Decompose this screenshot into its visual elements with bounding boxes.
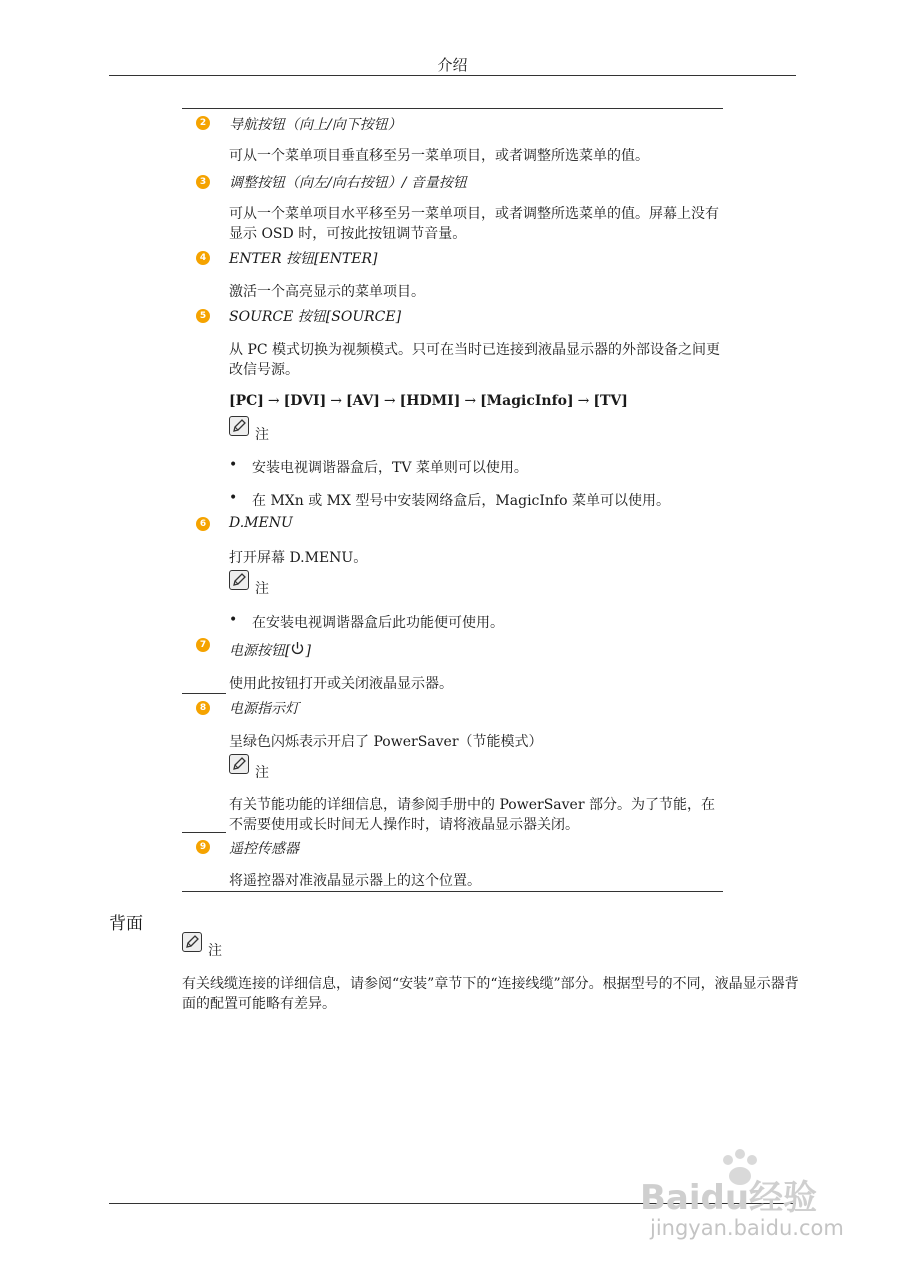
item-number-badge: 9 bbox=[196, 840, 210, 854]
row-separator bbox=[182, 693, 226, 694]
seq-arrow: → bbox=[383, 393, 396, 409]
item-title: D.MENU bbox=[229, 515, 293, 531]
item-number-badge: 8 bbox=[196, 701, 210, 715]
note-text: 有关节能功能的详细信息，请参阅手册中的 PowerSaver 部分。为了节能，在不需要使用或长时间无人操作时，请将液晶显示器关闭。 bbox=[229, 797, 715, 833]
item-number-badge: 3 bbox=[196, 175, 210, 189]
back-note-text: 有关线缆连接的详细信息，请参阅“安装”章节下的“连接线缆”部分。根据型号的不同，液晶显示器背面的配置可能略有差异。 bbox=[182, 976, 799, 1012]
item-number-badge: 7 bbox=[196, 638, 210, 652]
watermark-url: jingyan.baidu.com bbox=[650, 1216, 844, 1240]
item-title: ENTER 按钮[ENTER] bbox=[229, 251, 378, 267]
note-label: 注 bbox=[208, 943, 222, 959]
item-number-badge: 5 bbox=[196, 309, 210, 323]
item-description: 从 PC 模式切换为视频模式。只可在当时已连接到液晶显示器的外部设备之间更改信号源。 bbox=[229, 342, 721, 378]
seq-arrow: → bbox=[267, 393, 280, 409]
note-pencil-icon bbox=[229, 754, 249, 774]
watermark-brand: Baidu经验 bbox=[640, 1178, 818, 1218]
item-description: 激活一个高亮显示的菜单项目。 bbox=[229, 284, 425, 300]
section-title-back: 背面 bbox=[109, 914, 143, 934]
seq-item: [MagicInfo] bbox=[480, 393, 574, 409]
table-bottom-rule bbox=[182, 891, 723, 892]
seq-arrow: → bbox=[577, 393, 590, 409]
item-title-text: ] bbox=[305, 643, 311, 659]
note-label: 注 bbox=[255, 765, 269, 781]
bullet-dot: • bbox=[229, 612, 238, 628]
seq-item: [TV] bbox=[593, 393, 628, 409]
seq-arrow: → bbox=[464, 393, 477, 409]
power-icon bbox=[290, 641, 305, 660]
note-bullet-text: 在 MXn 或 MX 型号中安装网络盒后，MagicInfo 菜单可以使用。 bbox=[252, 493, 670, 509]
item-title: 调整按钮（向左/向右按钮）/ 音量按钮 bbox=[229, 175, 467, 191]
item-description: 可从一个菜单项目垂直移至另一菜单项目，或者调整所选菜单的值。 bbox=[229, 148, 649, 164]
seq-item: [HDMI] bbox=[399, 393, 461, 409]
item-description: 将遥控器对准液晶显示器上的这个位置。 bbox=[229, 873, 481, 889]
item-title: 电源指示灯 bbox=[229, 701, 299, 717]
item-title: 导航按钮（向上/向下按钮） bbox=[229, 117, 402, 133]
row-separator bbox=[182, 832, 226, 833]
bullet-dot: • bbox=[229, 457, 238, 473]
note-pencil-icon bbox=[182, 932, 202, 952]
note-bullet-text: 安装电视调谐器盒后，TV 菜单则可以使用。 bbox=[252, 460, 528, 476]
note-label: 注 bbox=[255, 427, 269, 443]
note-label: 注 bbox=[255, 581, 269, 597]
source-sequence bbox=[229, 393, 628, 409]
table-top-rule bbox=[182, 108, 723, 109]
note-bullet-text: 在安装电视调谐器盒后此功能便可使用。 bbox=[252, 615, 504, 631]
item-description: 打开屏幕 D.MENU。 bbox=[229, 550, 368, 566]
item-title: 遥控传感器 bbox=[229, 841, 299, 857]
header-rule bbox=[109, 75, 796, 76]
item-description: 可从一个菜单项目水平移至另一菜单项目，或者调整所选菜单的值。屏幕上没有显示 OSD 时，可按此按钮调节音量。 bbox=[229, 206, 719, 242]
item-description: 呈绿色闪烁表示开启了 PowerSaver（节能模式） bbox=[229, 734, 543, 750]
item-number-badge: 6 bbox=[196, 517, 210, 531]
seq-item: [AV] bbox=[345, 393, 380, 409]
note-pencil-icon bbox=[229, 570, 249, 590]
seq-arrow: → bbox=[330, 393, 342, 409]
seq-item: [PC] bbox=[229, 393, 264, 409]
bullet-dot: • bbox=[229, 490, 238, 506]
item-title-text: 电源按钮[ bbox=[229, 643, 291, 659]
page-header-title: 介绍 bbox=[437, 56, 468, 74]
seq-item: [DVI] bbox=[283, 393, 327, 409]
note-pencil-icon bbox=[229, 416, 249, 436]
item-number-badge: 4 bbox=[196, 251, 210, 265]
item-title: SOURCE 按钮[SOURCE] bbox=[229, 309, 402, 325]
item-description: 使用此按钮打开或关闭液晶显示器。 bbox=[229, 676, 453, 692]
item-number-badge: 2 bbox=[196, 116, 210, 130]
item-title bbox=[229, 640, 311, 660]
